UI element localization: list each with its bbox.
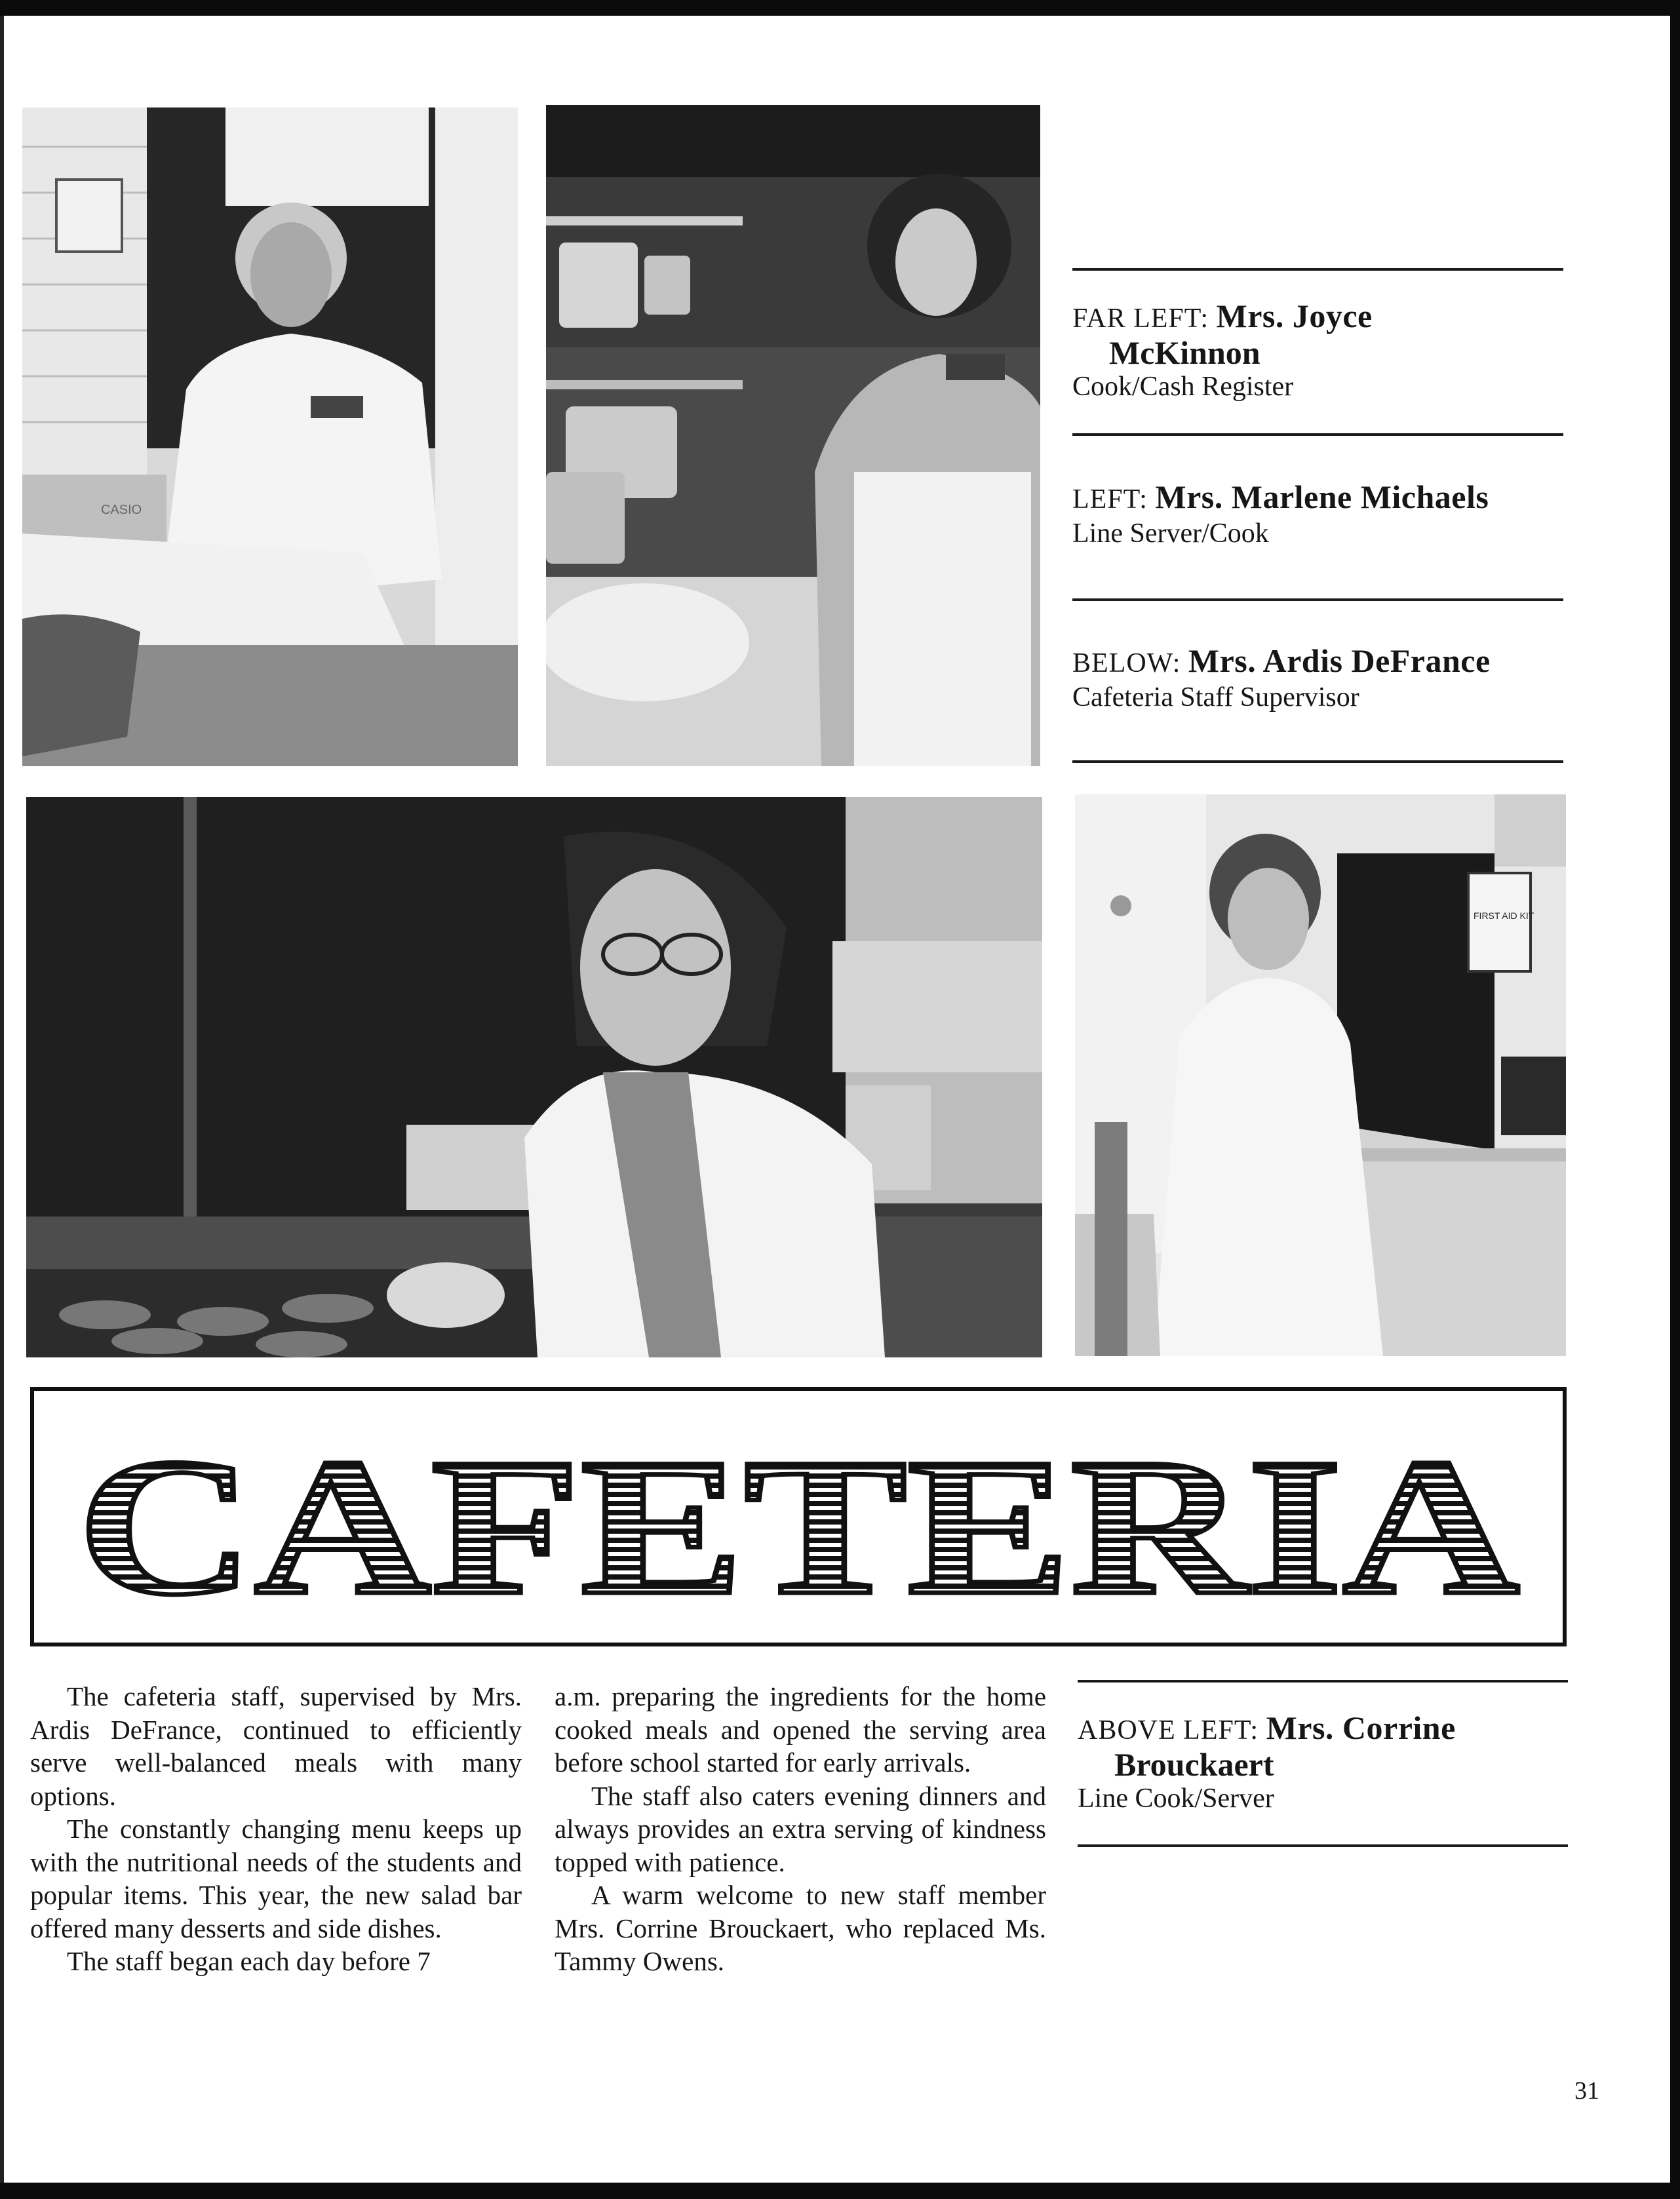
caption-below [1072,644,1563,714]
photo-joyce-mckinnon-image [22,107,518,766]
caption-lead: ABOVE LEFT: [1078,1715,1266,1745]
scan-border-top [0,0,1680,16]
caption-rule-4 [1072,760,1563,763]
cash-register-label: CASIO [101,503,142,517]
caption-far-left [1072,299,1563,404]
headline-title: CAFETERIA [77,1418,1519,1635]
caption-name: Mrs. Marlene Michaels [1155,478,1489,515]
caption-left [1072,480,1563,551]
page-number: 31 [1574,2077,1599,2105]
caption-name: Mrs. Ardis DeFrance [1188,642,1491,679]
caption-lead: LEFT: [1072,484,1156,515]
caption-role: Cafeteria Staff Supervisor [1072,682,1359,712]
photo-joyce-mckinnon [22,107,518,766]
first-aid-label: FIRST AID KIT [1474,910,1534,921]
body-column-2 [555,1680,1046,1978]
photo-marlene-michaels [546,105,1040,766]
photo-ardis-defrance [26,797,1042,1357]
caption-role: Cook/Cash Register [1072,372,1294,402]
body-paragraph: The staff also caters evening dinners and always provides an extra serving of kindness topped with patience. [555,1780,1046,1877]
caption-name: Mrs. Corrine [1266,1709,1456,1746]
scan-border-bottom [0,2183,1680,2199]
scan-border-left [0,16,4,2183]
photo-marlene-michaels-image [546,105,1040,766]
body-paragraph: The constantly changing menu keeps up with the nutritional needs of the students and popular items. This year, the new salad bar offered many desserts and side dishes. [30,1814,522,1943]
caption-name-continued: McKinnon [1109,334,1260,371]
photo-ardis-defrance-image [26,797,1042,1357]
caption-role: Line Cook/Server [1078,1783,1274,1814]
caption-rule-5 [1078,1680,1568,1683]
headline-box [30,1387,1567,1646]
photo-corrine-brouckaert [1075,794,1566,1356]
scan-border-right [1670,0,1680,2199]
caption-rule-2 [1072,433,1563,436]
caption-rule-3 [1072,598,1563,601]
photo-corrine-brouckaert-image [1075,794,1566,1356]
caption-rule-1 [1072,268,1563,271]
body-column-1 [30,1680,522,1978]
caption-lead: BELOW: [1072,648,1188,678]
caption-above-left [1078,1711,1568,1816]
body-paragraph: The staff began each day before 7 [67,1946,431,1976]
caption-lead: FAR LEFT: [1072,303,1217,334]
caption-name: Mrs. Joyce [1216,298,1373,334]
headline-graphic [34,1391,1563,1643]
caption-rule-6 [1078,1844,1568,1847]
body-paragraph: A warm welcome to new staff member Mrs. Corrine Brouckaert, who replaced Ms. Tammy Owens. [555,1880,1046,1976]
body-paragraph: a.m. preparing the ingredients for the home cooked meals and opened the serving area before school started for early arrivals. [555,1681,1046,1778]
caption-role: Line Server/Cook [1072,518,1269,549]
caption-name-continued: Brouckaert [1114,1746,1274,1783]
body-paragraph: The cafeteria staff, supervised by Mrs. Ardis DeFrance, continued to efficiently serve well-balanced meals with many options. [30,1681,522,1811]
